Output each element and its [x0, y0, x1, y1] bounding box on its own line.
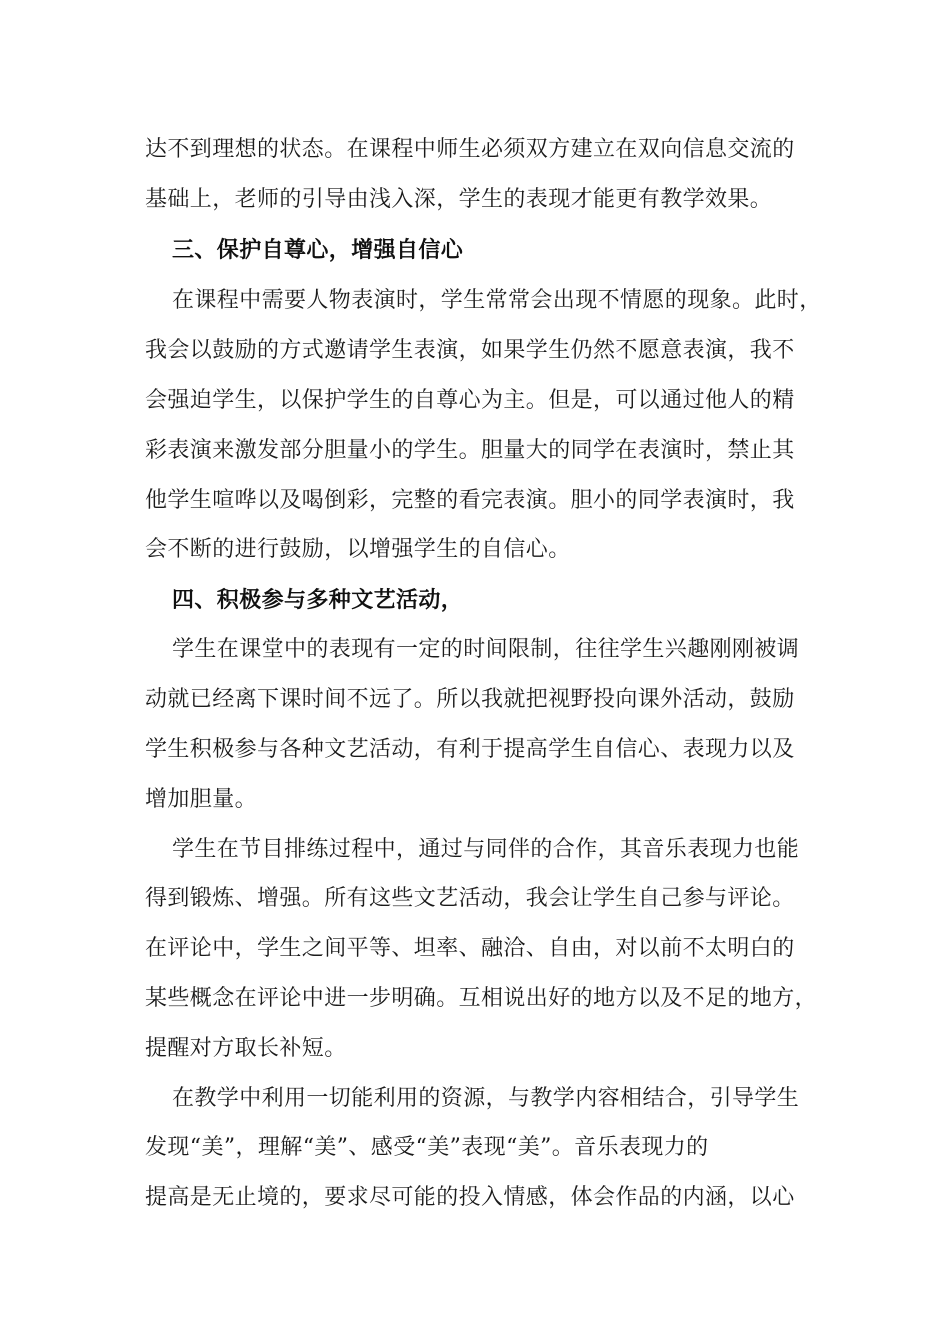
text-line-19: 提醒对方取长补短。: [145, 1036, 347, 1061]
text-line-4: 在课程中需要人物表演时，学生常常会出现不情愿的现象。此时，: [172, 288, 822, 313]
text-line-15: 学生在节目排练过程中，通过与同伴的合作，其音乐表现力也能: [172, 837, 800, 862]
text-line-6: 会强迫学生，以保护学生的自尊心为主。但是，可以通过他人的精: [145, 388, 795, 413]
text-line-16: 得到锻炼、增强。所有这些文艺活动，我会让学生自己参与评论。: [145, 886, 795, 911]
text-line-13: 学生积极参与各种文艺活动，有利于提高学生自信心、表现力以及: [145, 737, 795, 762]
text-line-7: 彩表演来激发部分胆量小的学生。胆量大的同学在表演时，禁止其: [145, 438, 795, 463]
text-line-17: 在评论中，学生之间平等、坦率、融洽、自由，对以前不太明白的: [145, 936, 795, 961]
section-heading-4: 四、积极参与多种文艺活动，: [172, 587, 464, 613]
text-line-11: 学生在课堂中的表现有一定的时间限制，往往学生兴趣刚刚被调: [172, 637, 800, 662]
text-line-9: 会不断的进行鼓励，以增强学生的自信心。: [145, 537, 571, 562]
text-line-5: 我会以鼓励的方式邀请学生表演，如果学生仍然不愿意表演，我不: [145, 338, 795, 363]
text-line-1: 达不到理想的状态。在课程中师生必须双方建立在双向信息交流的: [145, 137, 795, 162]
text-line-2: 基础上，老师的引导由浅入深，学生的表现才能更有教学效果。: [145, 187, 773, 212]
text-line-8: 他学生喧哗以及喝倒彩，完整的看完表演。胆小的同学表演时，我: [145, 488, 795, 513]
text-line-12: 动就已经离下课时间不远了。所以我就把视野投向课外活动，鼓励: [145, 687, 795, 712]
text-line-21: 发现“美”，理解“美”、感受“美”表现“美”。音乐表现力的: [145, 1135, 709, 1160]
text-line-22: 提高是无止境的，要求尽可能的投入情感，体会作品的内涵，以心: [145, 1185, 795, 1210]
text-line-14: 增加胆量。: [145, 787, 258, 812]
text-line-20: 在教学中利用一切能利用的资源，与教学内容相结合，引导学生: [172, 1086, 800, 1111]
section-heading-3: 三、保护自尊心，增强自信心: [172, 237, 464, 263]
text-line-18: 某些概念在评论中进一步明确。互相说出好的地方以及不足的地方，: [145, 986, 818, 1011]
